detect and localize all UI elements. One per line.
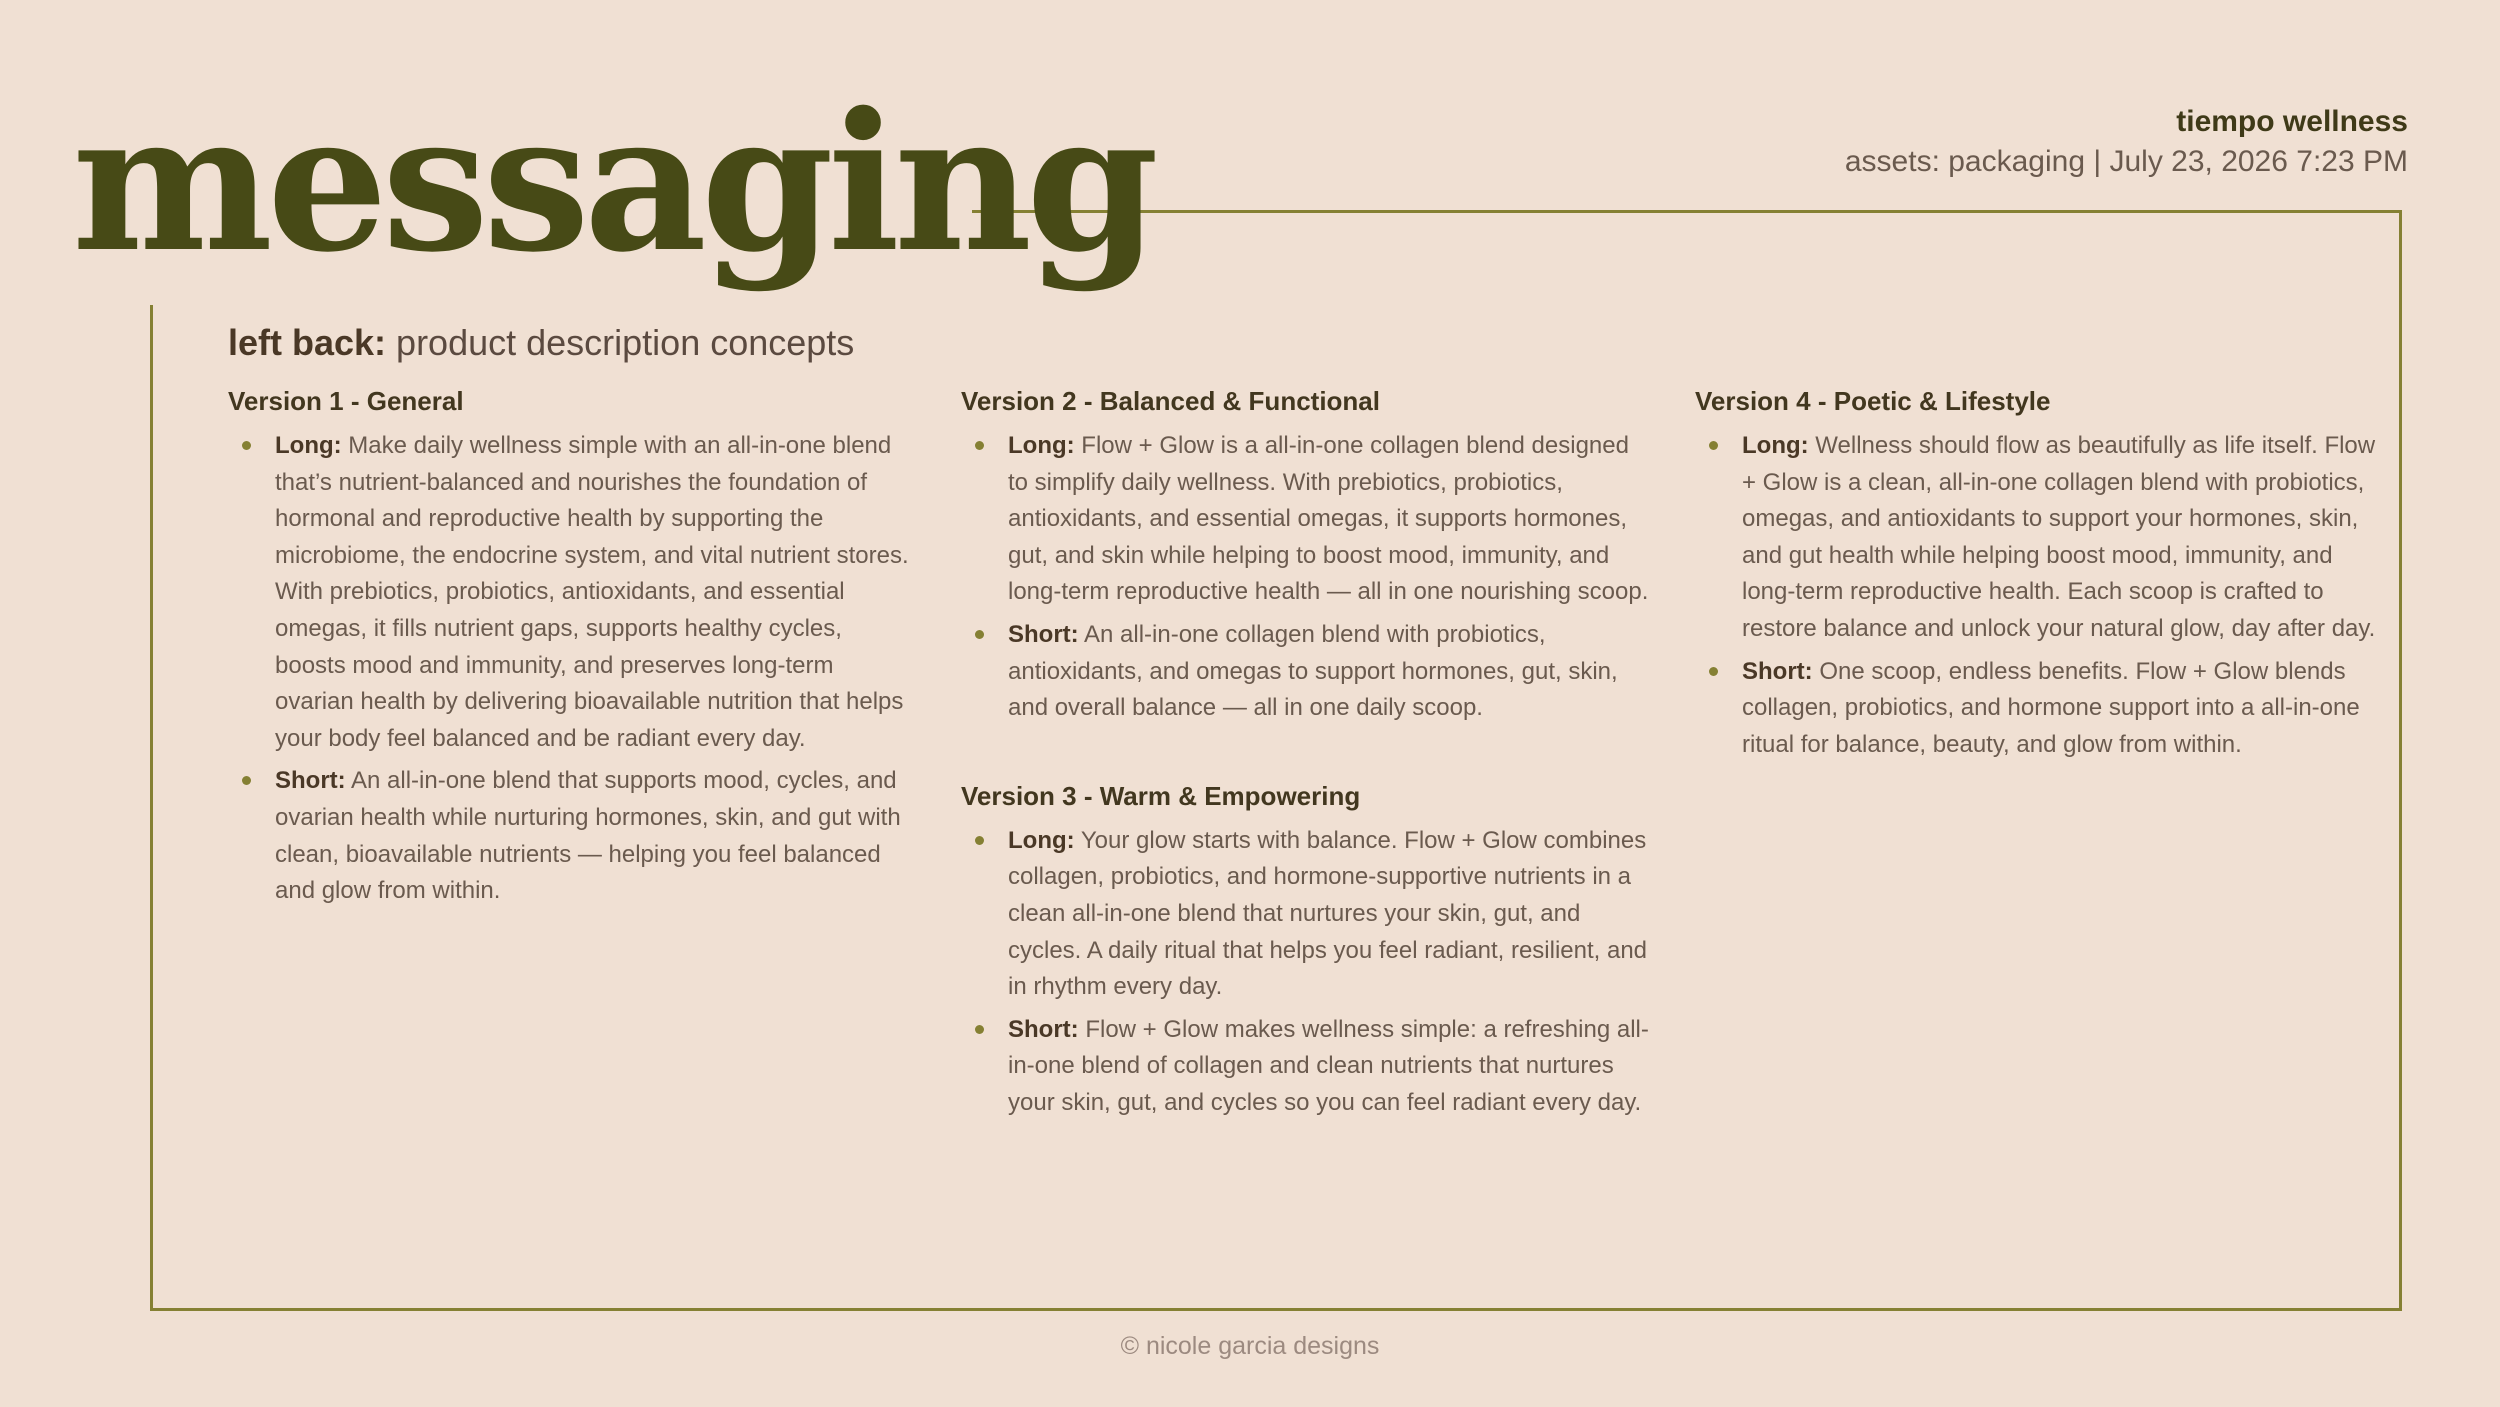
short-description <box>1695 654 2385 764</box>
short-text: Flow + Glow makes wellness simple: a refreshing all-in-one blend of collagen and clean nutrients that nurtures your skin, gut, and cycles so you can feel radiant every day. <box>1008 1015 1649 1116</box>
bullet-icon <box>242 776 251 785</box>
version-heading: Version 2 - Balanced & Functional <box>961 386 1380 416</box>
short-label: Short: <box>1008 620 1079 648</box>
long-text: Flow + Glow is a all-in-one collagen blend designed to simplify daily wellness. With prebiotics, probiotics, antioxidants, and essential omegas, it supports hormones, gut, and skin while helping to boost mood, immunity, and long-term reproductive health — all in one nourishing scoop. <box>1008 432 1649 606</box>
long-description <box>961 428 1651 611</box>
short-description <box>961 617 1651 727</box>
long-label: Long: <box>1742 432 1809 459</box>
long-label: Long: <box>1008 826 1075 854</box>
bullet-icon <box>975 836 984 845</box>
bullet-icon <box>1709 667 1718 676</box>
section-heading <box>228 322 854 364</box>
version-list <box>1695 428 2385 763</box>
long-text: Make daily wellness simple with an all-in-one blend that’s nutrient-balanced and nourishes the foundation of hormonal and reproductive health by supporting the microbiome, the endocrine system, and vital nutrient stores. With prebiotics, probiotics, antioxidants, and essential omegas, it fills nutrient gaps, supports healthy cycles, boosts mood and immunity, and preserves long-term ovarian health by delivering bioavailable nutrition that helps your body feel balanced and be radiant every day. <box>275 432 909 752</box>
long-text: Your glow starts with balance. Flow + Glow combines collagen, probiotics, and hormone-supportive nutrients in a clean all-in-one blend that nurtures your skin, gut, and cycles. A daily ritual that helps you feel radiant, resilient, and in rhythm every day. <box>1008 826 1648 1001</box>
short-text: An all-in-one collagen blend with probiotics, antioxidants, and omegas to support hormones, gut, skin, and overall balance — all in one daily scoop. <box>1008 620 1618 722</box>
version-list <box>228 428 918 910</box>
short-label: Short: <box>275 767 346 795</box>
long-description <box>1695 428 2385 648</box>
column-3 <box>1695 382 2385 769</box>
short-text: An all-in-one blend that supports mood, cycles, and ovarian health while nurturing hormones, skin, and gut with clean, bioavailable nutrients — helping you feel balanced and glow from within. <box>275 767 901 905</box>
long-label: Long: <box>1008 432 1075 459</box>
short-label: Short: <box>1008 1015 1079 1043</box>
page-title: messaging <box>72 71 1153 294</box>
bullet-icon <box>975 1025 984 1034</box>
version-heading: Version 1 - General <box>228 386 464 416</box>
version-heading: Version 4 - Poetic & Lifestyle <box>1695 386 2051 416</box>
section-subtitle: product description concepts <box>386 322 855 363</box>
short-label: Short: <box>1742 657 1813 685</box>
short-text: One scoop, endless benefits. Flow + Glow blends collagen, probiotics, and hormone support into a all-in-one ritual for balance, beauty, and glow from within. <box>1742 657 2360 758</box>
long-description <box>961 823 1651 1006</box>
long-label: Long: <box>275 432 342 459</box>
section-label: left back: <box>228 322 387 363</box>
brand-name: tiempo wellness <box>2176 105 2408 138</box>
version-list <box>961 823 1651 1122</box>
bullet-icon <box>975 630 984 639</box>
bullet-icon <box>975 441 984 450</box>
bullet-icon <box>1709 441 1718 450</box>
short-description <box>961 1012 1651 1122</box>
version-heading: Version 3 - Warm & Empowering <box>961 780 1361 811</box>
column-1 <box>228 382 918 916</box>
version-list <box>961 428 1651 727</box>
long-description <box>228 428 918 757</box>
long-text: Wellness should flow as beautifully as life itself. Flow + Glow is a clean, all-in-one collagen blend with probiotics, omegas, and antioxidants to support your hormones, skin, and gut health while helping boost mood, immunity, and long-term reproductive health. Each scoop is crafted to restore balance and unlock your natural glow, day after day. <box>1742 432 2376 642</box>
header-meta <box>1845 102 2408 182</box>
assets-date-line: assets: packaging | July 23, 2026 7:23 PM <box>1844 145 2408 178</box>
column-2 <box>961 382 1651 1128</box>
bullet-icon <box>242 441 251 450</box>
short-description <box>228 763 918 909</box>
footer-copyright: © nicole garcia designs <box>1120 1332 1380 1360</box>
